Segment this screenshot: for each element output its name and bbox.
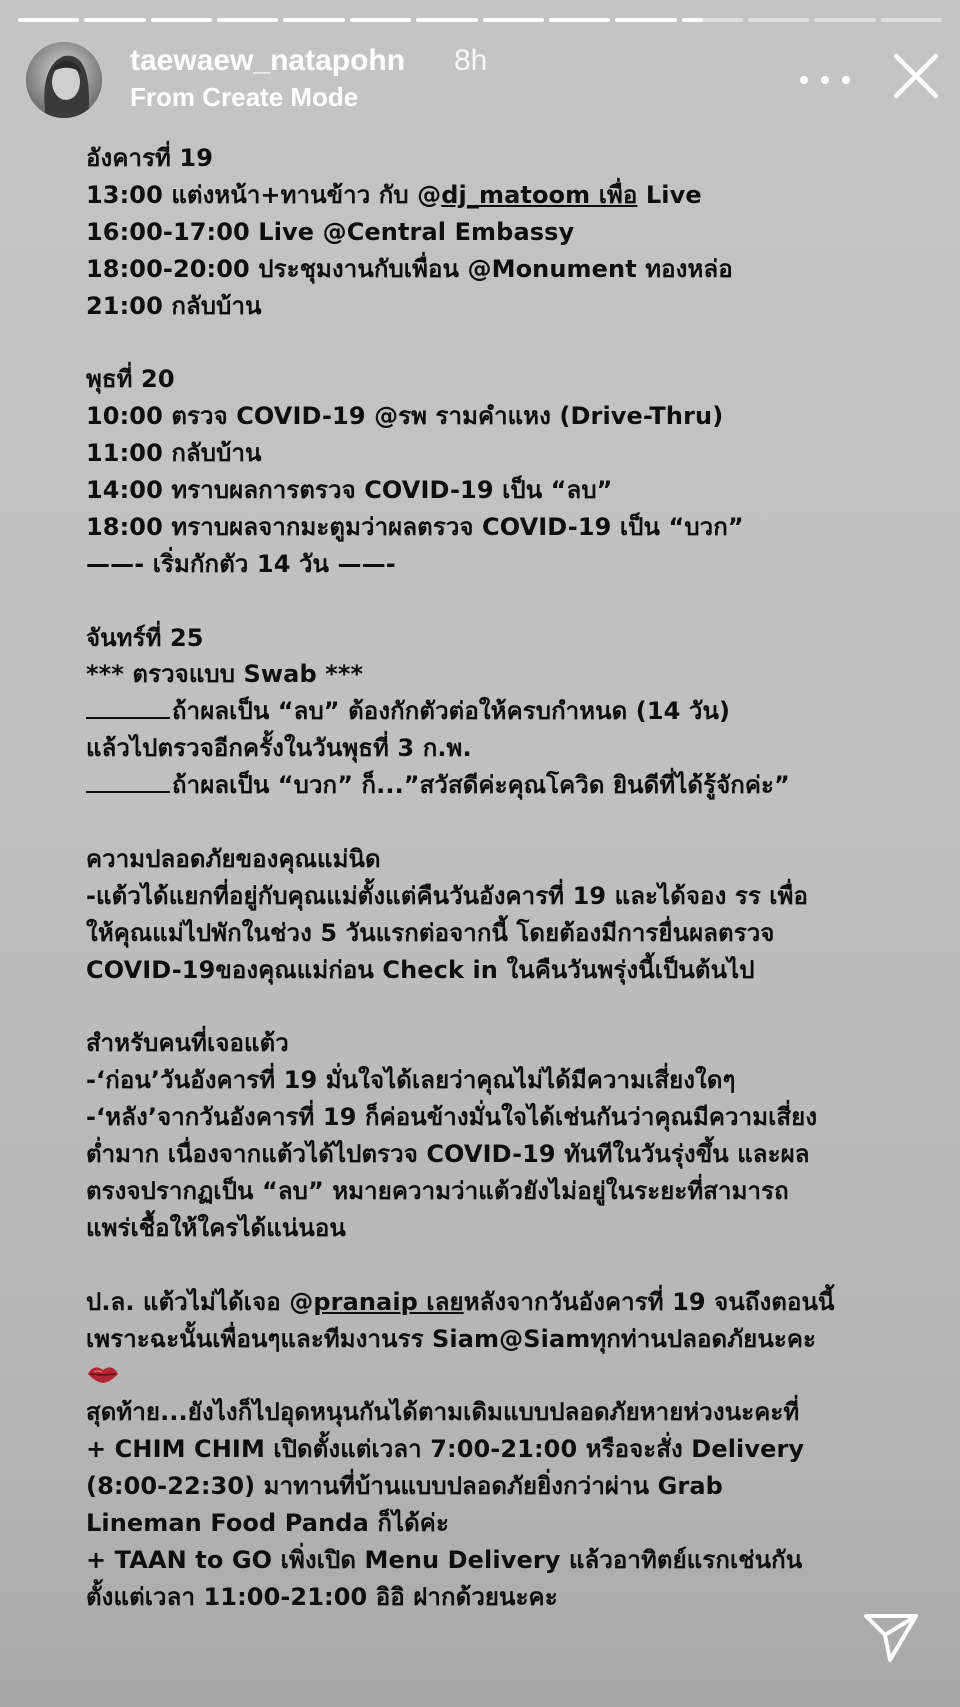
text-line xyxy=(86,177,886,214)
progress-segment xyxy=(217,18,278,22)
text-line: 14:00 ทราบผลการตรวจ COVID-19 เป็น “ลบ” xyxy=(86,476,613,505)
text-line: ความปลอดภัยของคุณแม่นิด xyxy=(86,844,381,873)
text-line: COVID-19ของคุณแม่ก่อน Check in ในคืนวันพรุ่งนี้เป็นต้นไป xyxy=(86,955,755,984)
text-line: -‘หลัง’จากวันอังคารที่ 19 ก็ค่อนข้างมั่นใจได้เช่นกันว่าคุณมีความเสี่ยง xyxy=(86,1103,818,1132)
text-line: *** ตรวจแบบ Swab *** xyxy=(86,660,364,689)
text-line: อังคารที่ 19 xyxy=(86,144,214,172)
mention-link[interactable]: pranaip เลย xyxy=(313,1287,464,1316)
spacer xyxy=(86,1247,886,1284)
text-line: + TAAN to GO เพิ่งเปิด Menu Delivery แล้วอาทิตย์แรกเช่นกัน xyxy=(86,1545,803,1574)
text-line: ให้คุณแม่ไปพักในช่วง 5 วันแรกต่อจากนี้ โดยต้องมีการยื่นผลตรวจ xyxy=(86,918,775,947)
progress-segment xyxy=(483,18,544,22)
text-line: พุธที่ 20 xyxy=(86,365,175,394)
username[interactable]: taewaew_natapohn xyxy=(130,44,406,77)
progress-fill xyxy=(18,18,79,22)
progress-segment xyxy=(283,18,344,22)
progress-segment xyxy=(814,18,875,22)
spacer xyxy=(86,583,886,620)
text-line: 11:00 กลับบ้าน xyxy=(86,439,262,468)
progress-fill xyxy=(615,18,676,22)
progress-fill xyxy=(350,18,411,22)
progress-fill xyxy=(84,18,145,22)
send-icon xyxy=(862,1610,920,1664)
spacer xyxy=(86,324,886,361)
text-line: -แต้วได้แยกที่อยู่กับคุณแม่ตั้งแต่คืนวันอังคารที่ 19 และได้จอง รร เพื่อ xyxy=(86,881,809,910)
text-line: 21:00 กลับบ้าน xyxy=(86,291,262,320)
text-line xyxy=(86,767,886,804)
text-line: ตั้งแต่เวลา 11:00-21:00 อิอิ ฝากด้วยนะคะ xyxy=(86,1582,558,1611)
text-line: จันทร์ที่ 25 xyxy=(86,623,204,652)
share-button[interactable] xyxy=(862,1610,920,1664)
progress-segment xyxy=(682,18,743,22)
text-line: 18:00-20:00 ประชุมงานกับเพื่อน @Monument ทองหล่อ xyxy=(86,254,733,283)
text-line: (8:00-22:30) มาทานที่บ้านแบบปลอดภัยยิ่งกว่าผ่าน Grab xyxy=(86,1472,723,1501)
avatar[interactable] xyxy=(26,42,102,118)
spacer xyxy=(86,988,886,1025)
text-line xyxy=(86,693,886,730)
text-line: สำหรับคนที่เจอแต้ว xyxy=(86,1029,289,1058)
text-segment: ถ้าผลเป็น “ลบ” ต้องกักตัวต่อให้ครบกำหนด (14 วัน) xyxy=(172,697,731,726)
progress-segment xyxy=(151,18,212,22)
text-line: -‘ก่อน’วันอังคารที่ 19 มั่นใจได้เลยว่าคุณไม่ได้มีความเสี่ยงใดๆ xyxy=(86,1066,736,1095)
kiss-mark-icon xyxy=(86,1362,120,1390)
text-line: 18:00 ทราบผลจากมะตูมว่าผลตรวจ COVID-19 เป็น “บวก” xyxy=(86,512,744,541)
progress-fill xyxy=(151,18,212,22)
text-line: Lineman Food Panda ก็ได้ค่ะ xyxy=(86,1508,449,1537)
progress-fill xyxy=(682,18,703,22)
progress-fill xyxy=(483,18,544,22)
more-options-icon xyxy=(821,76,829,84)
text-line: 16:00-17:00 Live @Central Embassy xyxy=(86,217,575,246)
story-progress xyxy=(18,18,942,22)
text-line xyxy=(86,1357,886,1394)
text-line: เพราะฉะนั้นเพื่อนๆและทีมงานรร Siam@Siamทุกท่านปลอดภัยนะคะ xyxy=(86,1324,816,1353)
text-segment: หลังจากวันอังคารที่ 19 จนถึงตอนนี้ xyxy=(463,1287,835,1316)
progress-segment xyxy=(350,18,411,22)
text-line: ——- เริ่มกักตัว 14 วัน ——- xyxy=(86,549,396,578)
progress-segment xyxy=(549,18,610,22)
text-line: + CHIM CHIM เปิดตั้งแต่เวลา 7:00-21:00 หรือจะสั่ง Delivery xyxy=(86,1435,805,1464)
progress-fill xyxy=(217,18,278,22)
close-icon xyxy=(890,50,942,102)
text-line: แล้วไปตรวจอีกครั้งในวันพุธที่ 3 ก.พ. xyxy=(86,734,472,763)
progress-segment xyxy=(881,18,942,22)
text-segment: ป.ล. แต้วไม่ได้เจอ @ xyxy=(86,1287,314,1316)
progress-fill xyxy=(283,18,344,22)
more-options-button[interactable] xyxy=(800,60,850,100)
close-button[interactable] xyxy=(890,50,942,102)
progress-segment xyxy=(416,18,477,22)
text-segment: 13:00 แต่งหน้า+ทานข้าว กับ @ xyxy=(86,180,442,209)
text-segment: ถ้าผลเป็น “บวก” ก็...”สวัสดีค่ะคุณโควิด ยินดีที่ได้รู้จักค่ะ” xyxy=(172,771,790,800)
progress-segment xyxy=(18,18,79,22)
spacer xyxy=(86,804,886,841)
story-header xyxy=(26,42,942,118)
text-line: ตรงจปรากฏเป็น “ลบ” หมายความว่าแต้วยังไม่อยู่ในระยะที่สามารถ xyxy=(86,1176,789,1205)
progress-segment xyxy=(615,18,676,22)
progress-segment xyxy=(748,18,809,22)
progress-segment xyxy=(84,18,145,22)
text-line: แพร่เชื้อให้ใครได้แน่นอน xyxy=(86,1213,346,1242)
post-subtitle: From Create Mode xyxy=(130,82,359,112)
text-line xyxy=(86,1284,886,1321)
text-segment: Live xyxy=(637,180,702,209)
progress-fill xyxy=(416,18,477,22)
more-options-icon xyxy=(800,76,808,84)
more-options-icon xyxy=(842,76,850,84)
text-line: 10:00 ตรวจ COVID-19 @รพ รามคำแหง (Drive-Thru) xyxy=(86,402,724,431)
post-time: 8h xyxy=(454,44,488,77)
text-line: ต่ำมาก เนื่องจากแต้วได้ไปตรวจ COVID-19 ทันทีในวันรุ่งขึ้น และผล xyxy=(86,1140,810,1169)
text-line: สุดท้าย...ยังไงก็ไปอุดหนุนกันได้ตามเดิมแบบปลอดภัยหายห่วงนะคะที่ xyxy=(86,1398,800,1427)
progress-fill xyxy=(549,18,610,22)
profile-avatar-image xyxy=(26,42,102,118)
mention-link[interactable]: dj_matoom เพื่อ xyxy=(441,180,638,209)
blank-underline xyxy=(86,769,170,793)
story-text xyxy=(86,140,886,1616)
blank-underline xyxy=(86,695,170,719)
